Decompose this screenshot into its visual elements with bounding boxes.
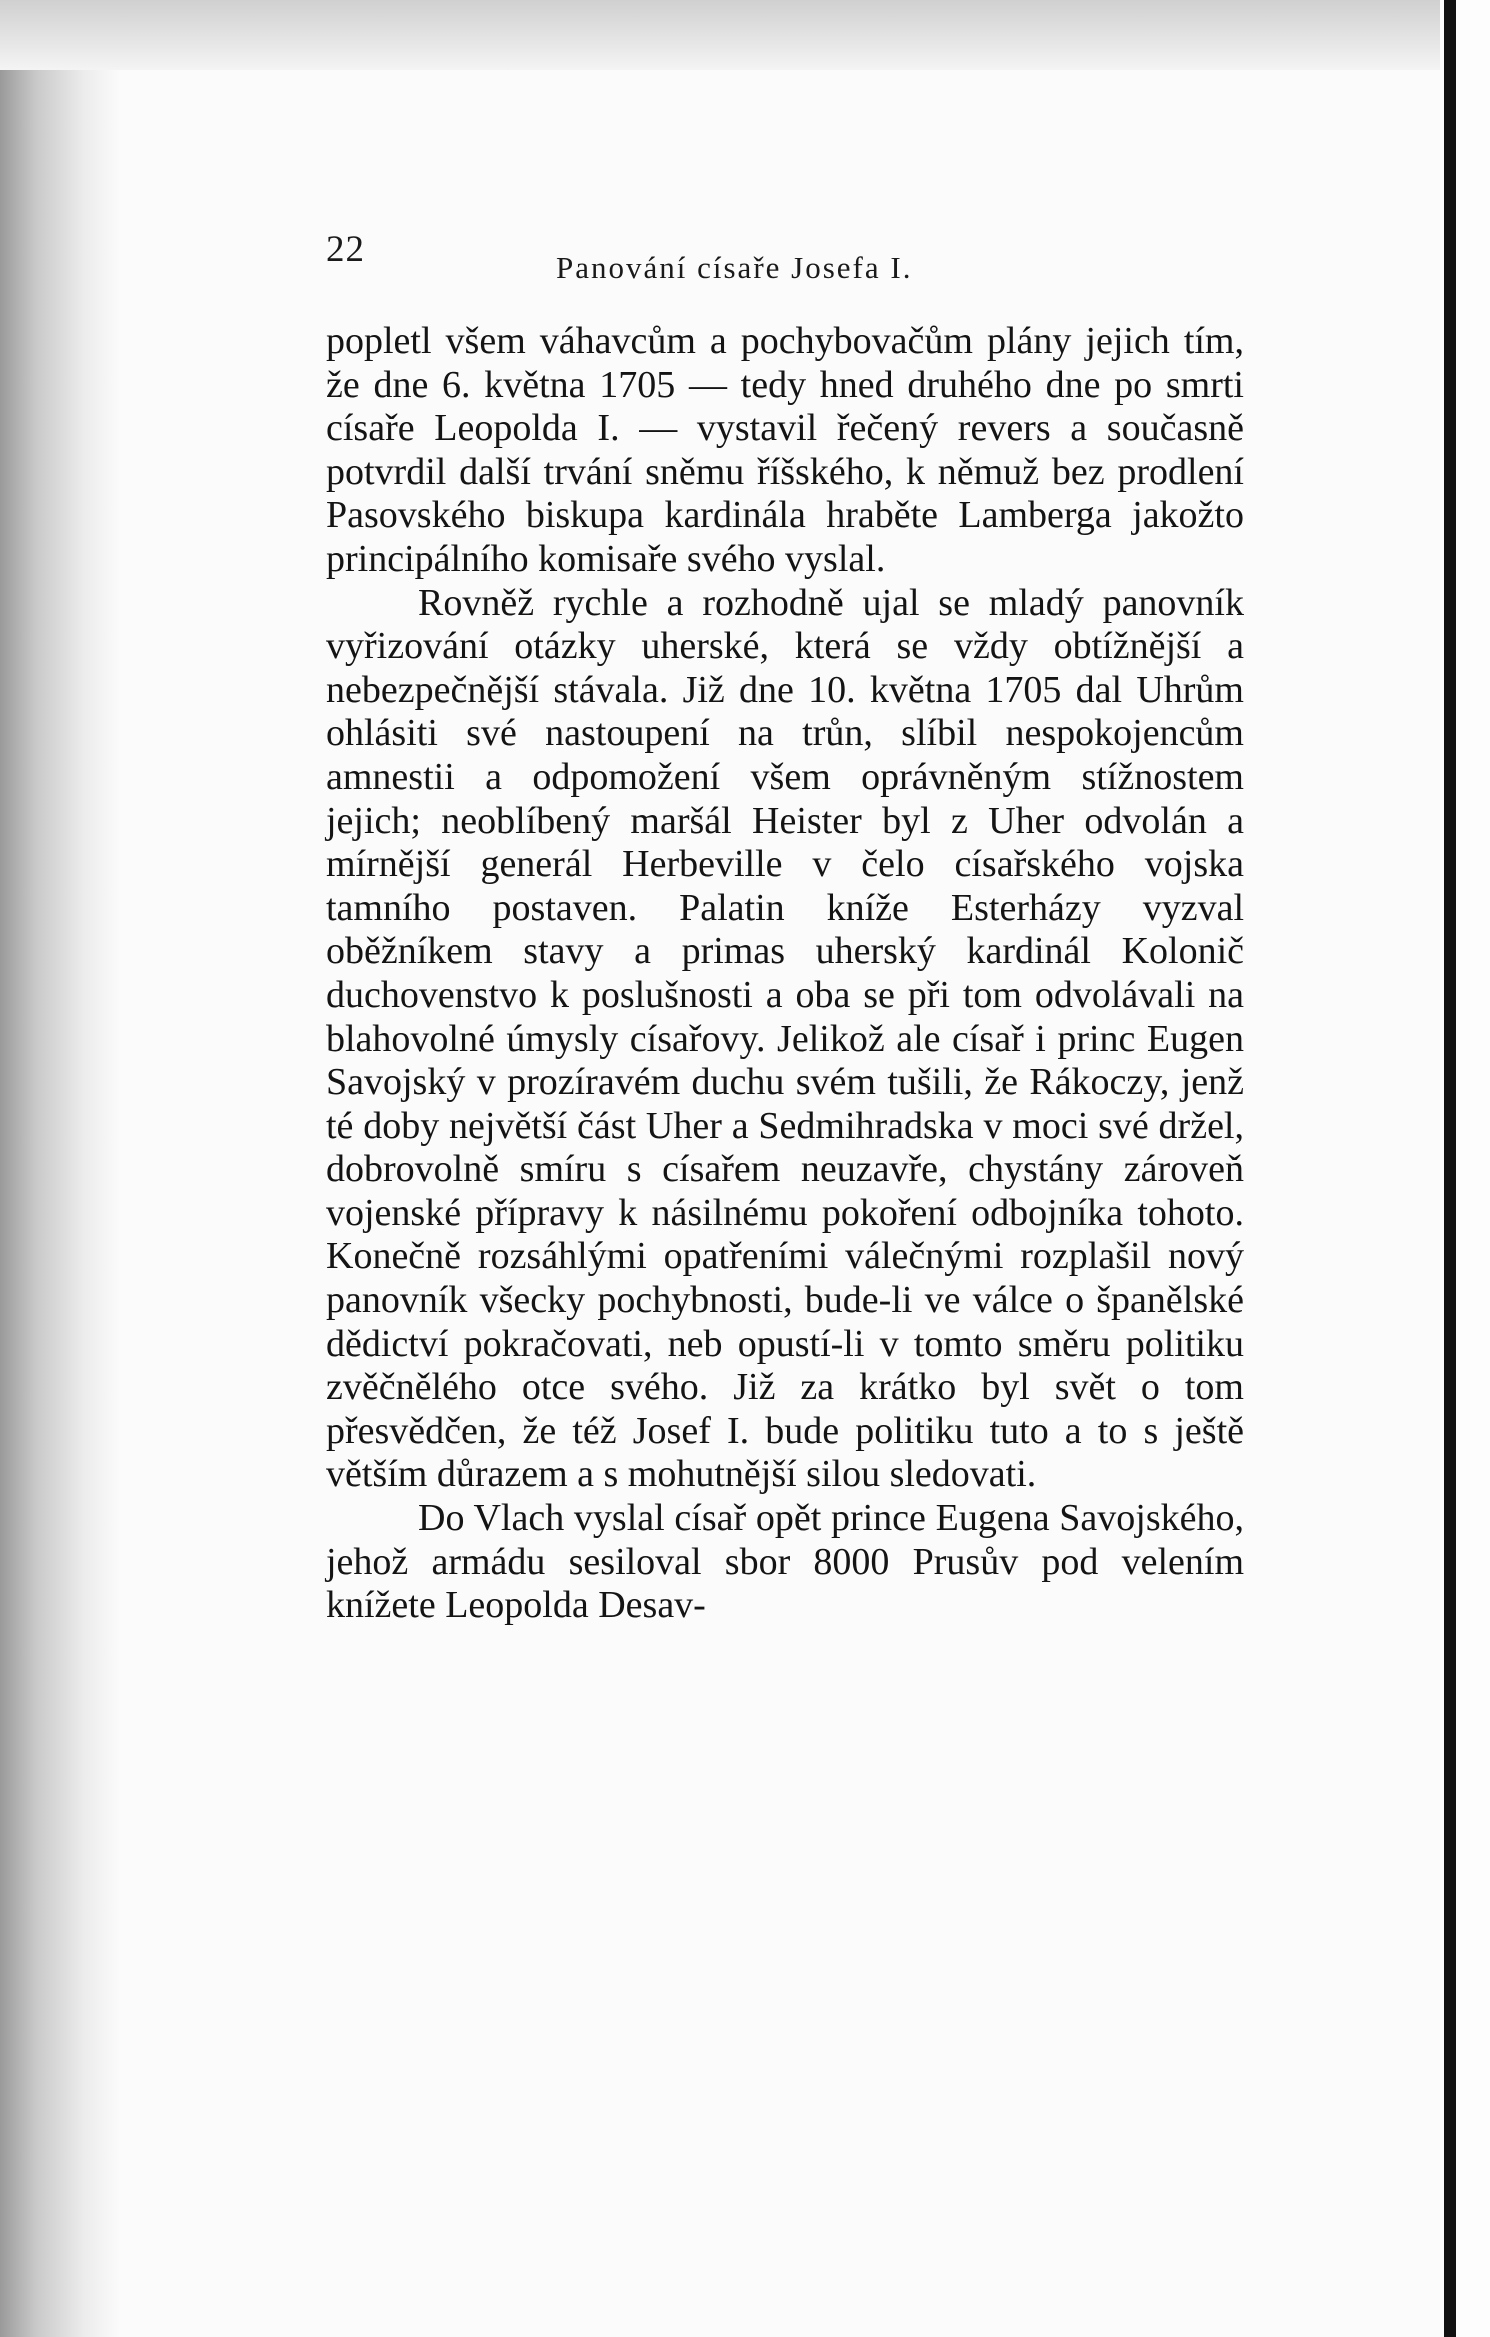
scan-border-bar	[1444, 0, 1456, 2337]
paragraph-3: Do Vlach vyslal císař opět prince Eugena Savojského, jehož armádu sesiloval sbor 8000 Prusův pod velením knížete Leopolda Desav-	[326, 1497, 1244, 1627]
top-edge-shadow	[0, 0, 1440, 70]
paragraph-1: popletl všem váhavcům a pochybovačům plány jejich tím, že dne 6. května 1705 — tedy hned druhého dne po smrti císaře Leopolda I. — vystavil řečený revers a současně potvrdil další trvání sněmu říšského, k němuž bez prodlení Pasovského biskupa kardinála hraběte Lamberga jakožto principálního komisaře svého vyslal.	[326, 320, 1244, 580]
paragraph-2: Rovněž rychle a rozhodně ujal se mladý panovník vyřizování otázky uherské, která se vždy obtížnější a nebezpečnější stávala. Již dne 10. května 1705 dal Uhrům ohlásiti své nastoupení na trůn, slíbil nespokojencům amnestii a odpomožení všem oprávněným stížnostem jejich; neoblíbený maršál Heister byl z Uher odvolán a mírnější generál Herbeville v čelo císařského vojska tamního postaven. Palatin kníže Esterházy vyzval oběžníkem stavy a primas uherský kardinál Kolonič duchovenstvo k poslušnosti a oba se při tom odvolávali na blahovolné úmysly císařovy. Jelikož ale císař i princ Eugen Savojský v prozíravém duchu svém tušili, že Rákoczy, jenž té doby největší část Uher a Sedmihradska v moci své držel, dobrovolně smíru s císařem neuzavře, chystány zároveň vojenské přípravy k násilnému pokoření odbojníka tohoto. Konečně rozsáhlými opatřeními válečnými rozplašil nový panovník všecky pochybnosti, bude-li ve válce o španělské dědictví pokračovati, neb opustí-li v tomto směru politiku zvěčnělého otce svého. Již za krátko byl svět o tom přesvědčen, že též Josef I. bude politiku tuto a to s ještě větším důrazem a s mohutnější silou sledovati.	[326, 581, 1244, 1496]
body-text	[326, 320, 1244, 1628]
running-head: Panování císaře Josefa I.	[556, 250, 913, 285]
page-number: 22	[326, 229, 365, 270]
binding-shadow	[0, 0, 120, 2337]
